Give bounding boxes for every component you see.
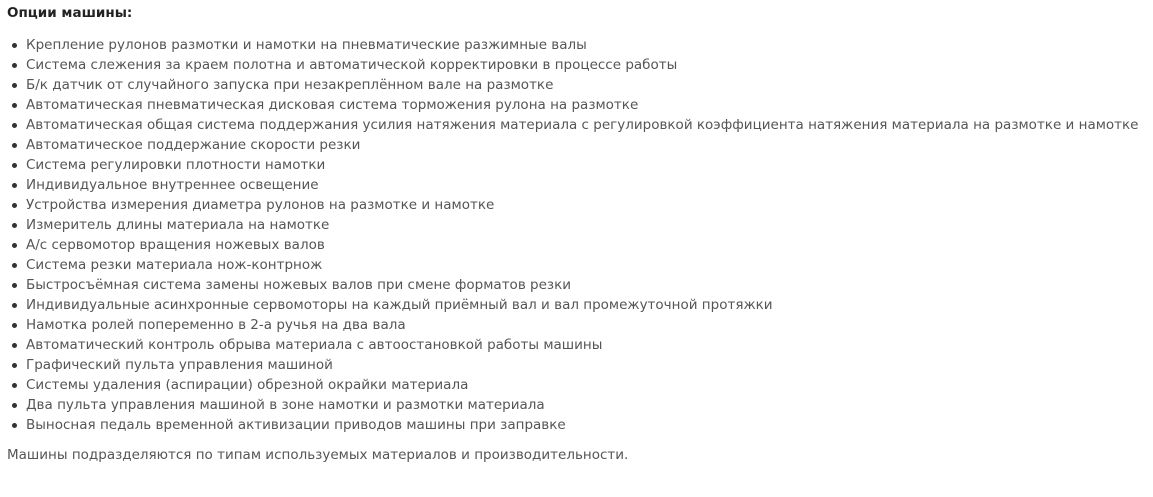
bullet-icon — [12, 83, 17, 88]
list-item — [26, 275, 1146, 295]
list-item-text: Система регулировки плотности намотки — [26, 157, 326, 173]
options-list — [7, 35, 1146, 435]
list-item-text: Индивидуальное внутреннее освещение — [26, 177, 319, 193]
list-item — [26, 415, 1146, 435]
bullet-icon — [12, 303, 17, 308]
list-item — [26, 155, 1146, 175]
list-item-text: Автоматическое поддержание скорости резки — [26, 137, 361, 153]
list-item — [26, 175, 1146, 195]
list-item-text: Система резки материала нож-контрнож — [26, 257, 323, 273]
list-item-text: Измеритель длины материала на намотке — [26, 217, 330, 233]
list-item — [26, 115, 1146, 135]
bullet-icon — [12, 283, 17, 288]
list-item-text: Автоматический контроль обрыва материала с автоостановкой работы машины — [26, 337, 603, 353]
list-item — [26, 35, 1146, 55]
section-heading: Опции машины: — [7, 5, 133, 21]
bullet-icon — [12, 343, 17, 348]
bullet-icon — [12, 423, 17, 428]
bullet-icon — [12, 383, 17, 388]
list-item — [26, 255, 1146, 275]
list-item — [26, 135, 1146, 155]
bullet-icon — [12, 163, 17, 168]
bullet-icon — [12, 403, 17, 408]
bullet-icon — [12, 363, 17, 368]
list-item-text: Выносная педаль временной активизации приводов машины при заправке — [26, 417, 566, 433]
list-item-text: А/с сервомотор вращения ножевых валов — [26, 237, 325, 253]
list-item — [26, 335, 1146, 355]
list-item — [26, 395, 1146, 415]
list-item — [26, 195, 1146, 215]
list-item — [26, 95, 1146, 115]
list-item — [26, 295, 1146, 315]
list-item — [26, 315, 1146, 335]
bullet-icon — [12, 203, 17, 208]
list-item-text: Индивидуальные асинхронные сервомоторы на каждый приёмный вал и вал промежуточной протяжки — [26, 297, 773, 313]
list-item — [26, 55, 1146, 75]
bullet-icon — [12, 323, 17, 328]
bullet-icon — [12, 63, 17, 68]
list-item — [26, 355, 1146, 375]
list-item-text: Намотка ролей попеременно в 2-а ручья на два вала — [26, 317, 406, 333]
bullet-icon — [12, 103, 17, 108]
list-item-text: Крепление рулонов размотки и намотки на пневматические разжимные валы — [26, 37, 587, 53]
list-item-text: Устройства измерения диаметра рулонов на размотке и намотке — [26, 197, 495, 213]
bullet-icon — [12, 123, 17, 128]
bullet-icon — [12, 43, 17, 48]
bullet-icon — [12, 143, 17, 148]
list-item-text: Быстросъёмная система замены ножевых валов при смене форматов резки — [26, 277, 572, 293]
list-item — [26, 215, 1146, 235]
list-item — [26, 235, 1146, 255]
list-item-text: Два пульта управления машиной в зоне намотки и размотки материала — [26, 397, 545, 413]
list-item-text: Система слежения за краем полотна и автоматической корректировки в процессе работы — [26, 57, 678, 73]
list-item-text: Автоматическая пневматическая дисковая система торможения рулона на размотке — [26, 97, 639, 113]
list-item-text: Б/к датчик от случайного запуска при незакреплённом вале на размотке — [26, 77, 554, 93]
bullet-icon — [12, 263, 17, 268]
bullet-icon — [12, 223, 17, 228]
list-item — [26, 375, 1146, 395]
bullet-icon — [12, 183, 17, 188]
footer-paragraph: Машины подразделяются по типам используемых материалов и производительности. — [7, 447, 629, 463]
bullet-icon — [12, 243, 17, 248]
list-item-text: Графический пульта управления машиной — [26, 357, 333, 373]
list-item — [26, 75, 1146, 95]
list-item-text: Автоматическая общая система поддержания усилия натяжения материала с регулировкой коэффициента натяжения материала на размотке и намотке — [26, 117, 1139, 133]
list-item-text: Системы удаления (аспирации) обрезной окрайки материала — [26, 377, 469, 393]
